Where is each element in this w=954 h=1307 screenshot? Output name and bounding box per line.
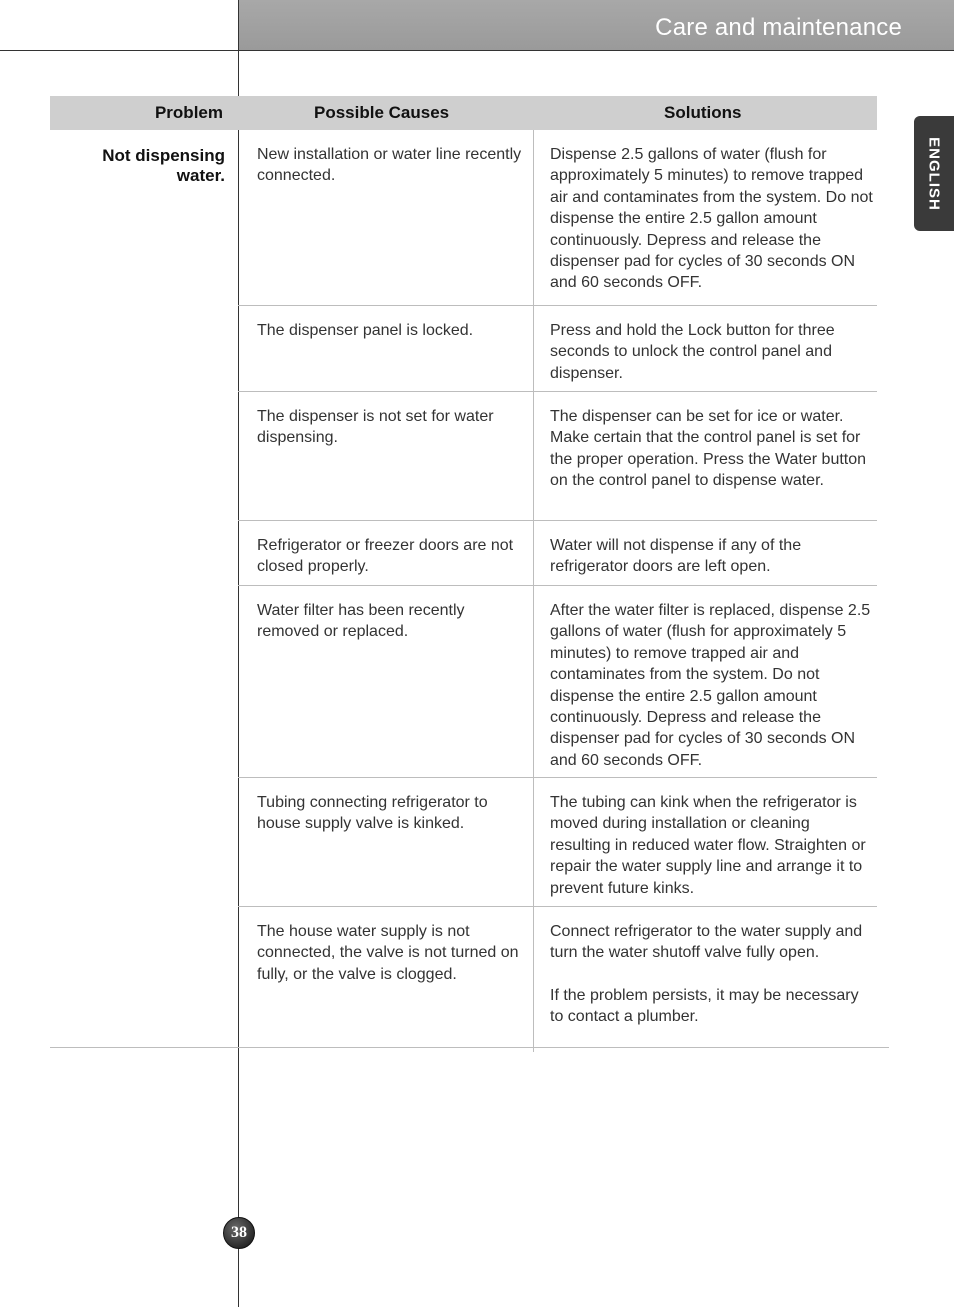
table-row [238, 306, 877, 392]
cause-cell: Tubing connecting refrigerator to house supply valve is kinked. [238, 778, 534, 906]
troubleshooting-table [238, 130, 877, 1052]
table-bottom-rule [50, 1047, 889, 1048]
cause-cell: New installation or water line recently connected. [238, 130, 534, 305]
problem-label: Not dispensing water. [102, 146, 225, 185]
cause-cell: Refrigerator or freezer doors are not closed properly. [238, 521, 534, 585]
page-title: Care and maintenance [655, 14, 902, 41]
page-divider-top [0, 50, 238, 51]
column-header-problem: Problem [154, 103, 223, 122]
table-row [238, 778, 877, 907]
solution-cell: Connect refrigerator to the water supply and turn the water shutoff valve fully open. If the problem persists, it may be necessary to contact a plumber. [550, 923, 863, 1026]
table-row [238, 392, 877, 521]
solution-cell: Dispense 2.5 gallons of water (flush for approximately 5 minutes) to remove trapped air and contaminates from the system. Do not dispense the entire 2.5 gallon amount continuously. Depress and release the dispenser pad for cycles of 30 seconds ON and 60 seconds OFF. [550, 146, 873, 292]
table-row [238, 130, 877, 306]
solution-cell: The tubing can kink when the refrigerator is moved during installation or cleaning resulting in reduced water flow. Straighten or repair the water supply line and arrange it to prevent future kinks. [550, 794, 866, 897]
language-tab [914, 116, 954, 231]
solution-cell: Water will not dispense if any of the refrigerator doors are left open. [550, 537, 802, 576]
cause-cell: Water filter has been recently removed or replaced. [238, 586, 534, 777]
column-header-solutions: Solutions [664, 103, 742, 122]
page-number-badge [223, 1217, 255, 1249]
table-row [238, 521, 877, 586]
cause-cell: The dispenser is not set for water dispensing. [238, 392, 534, 520]
solution-cell: After the water filter is replaced, dispense 2.5 gallons of water (flush for approximately 5 minutes) to remove trapped air and contaminates from the system. Do not dispense the entire 2.5 gallon amount continuously. Depress and release the dispenser pad for cycles of 30 seconds ON and 60 seconds OFF. [550, 602, 871, 769]
solution-cell: Press and hold the Lock button for three seconds to unlock the control panel and dispenser. [550, 322, 835, 382]
column-header-causes: Possible Causes [314, 103, 450, 122]
cause-cell: The house water supply is not connected, the valve is not turned on fully, or the valve is clogged. [238, 907, 534, 1052]
language-tab-label: ENGLISH [925, 136, 943, 211]
cause-cell: The dispenser panel is locked. [238, 306, 534, 391]
table-row [238, 586, 877, 778]
table-header [50, 96, 877, 130]
header-bar [239, 0, 954, 51]
solution-cell: The dispenser can be set for ice or water. Make certain that the control panel is set for the proper operation. Press the Water button on the control panel to dispense water. [550, 408, 867, 490]
page-number: 38 [231, 1224, 247, 1241]
table-row [238, 907, 877, 1052]
